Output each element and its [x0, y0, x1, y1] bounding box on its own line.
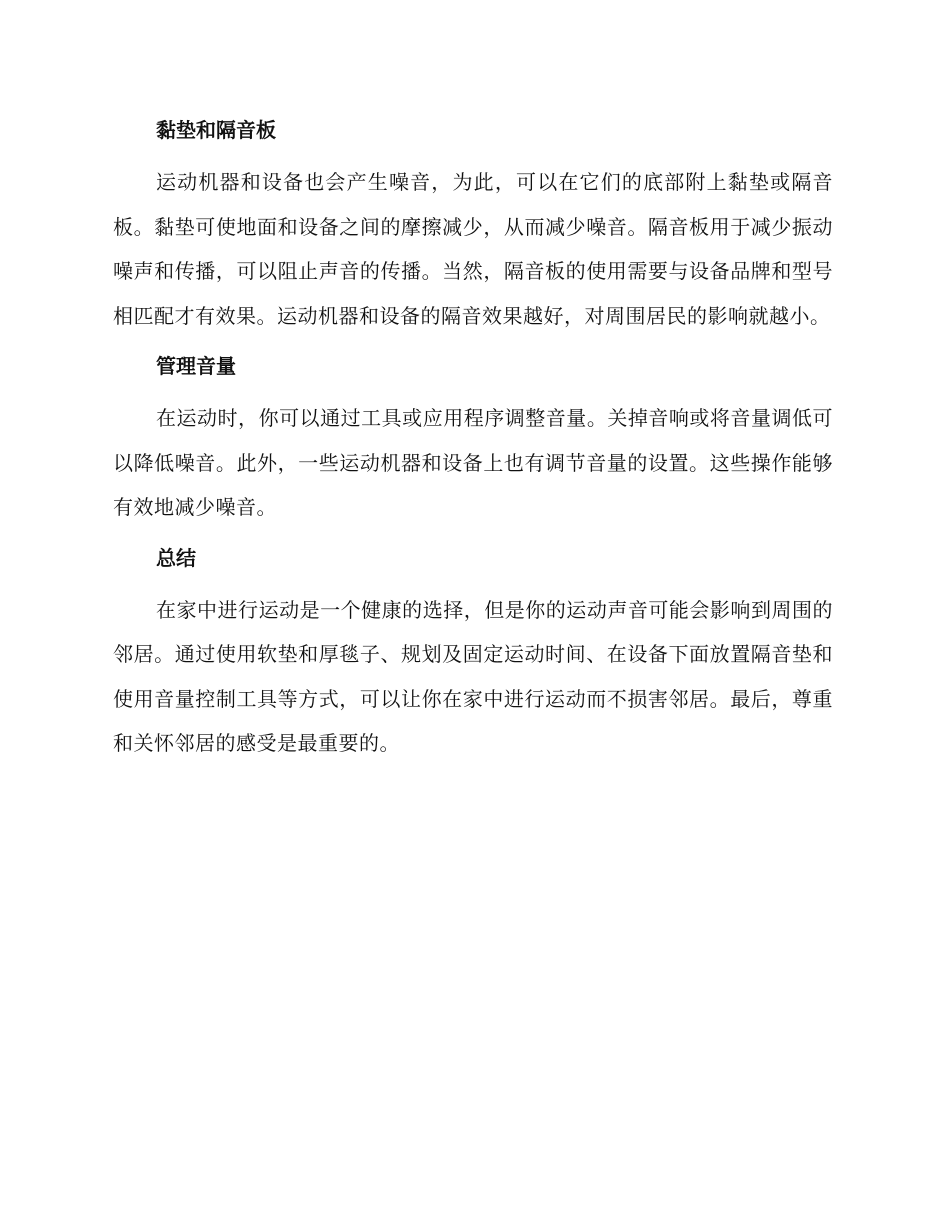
section-paragraph: 在运动时，你可以通过工具或应用程序调整音量。关掉音响或将音量调低可以降低噪音。此外，一些运动机器和设备上也有调节音量的设置。这些操作能够有效地减少噪音。	[113, 406, 833, 519]
section-paragraph: 运动机器和设备也会产生噪音，为此，可以在它们的底部附上黏垫或隔音板。黏垫可使地面和设备之间的摩擦减少，从而减少噪音。隔音板用于减少振动噪声和传播，可以阻止声音的传播。当然，隔音板的使用需要与设备品牌和型号相匹配才有效果。运动机器和设备的隔音效果越好，对周围居民的影响就越小。	[113, 170, 833, 328]
document-page	[113, 108, 833, 772]
section-sound-pads	[113, 108, 833, 338]
section-summary	[113, 536, 833, 766]
section-heading: 管理音量	[156, 354, 236, 378]
section-heading: 总结	[156, 545, 196, 570]
section-paragraph: 在家中进行运动是一个健康的选择，但是你的运动声音可能会影响到周围的邻居。通过使用软垫和厚毯子、规划及固定运动时间、在设备下面放置隔音垫和使用音量控制工具等方式，可以让你在家中进行运动而不损害邻居。最后，尊重和关怀邻居的感受是最重要的。	[113, 597, 833, 755]
section-heading: 黏垫和隔音板	[156, 118, 276, 142]
section-volume-management	[113, 344, 833, 530]
